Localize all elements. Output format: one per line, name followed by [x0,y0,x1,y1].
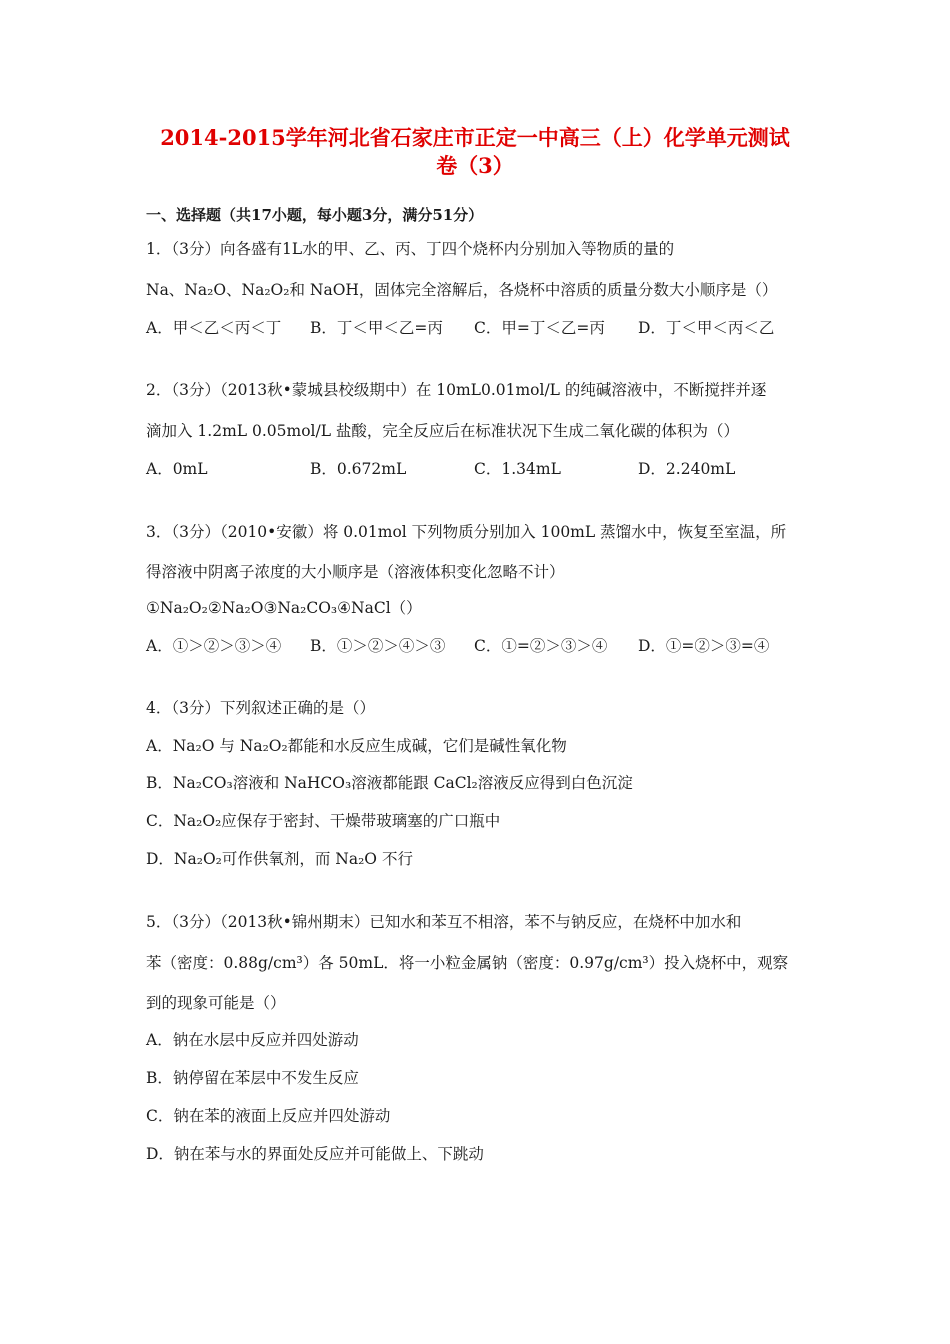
section-heading: 一、选择题（共17小题，每小题3分，满分51分） [146,206,484,224]
q2-option-c: C．1.34mL [474,460,561,478]
q4-option-c: C．Na₂O₂应保存于密封、干燥带玻璃塞的广口瓶中 [146,812,501,830]
q1-option-c: C．甲=丁＜乙=丙 [474,319,605,337]
q3-option-b: B．①＞②＞④＞③ [310,637,446,655]
q3-stem-line1: 3．（3分）（2010•安徽）将 0.01mol 下列物质分别加入 100mL 蒸馏水中，恢复至室温，所 [146,523,787,541]
q4-stem-line1: 4．（3分）下列叙述正确的是（） [146,699,375,717]
q1-option-a: A．甲＜乙＜丙＜丁 [146,319,282,337]
q4-option-a: A．Na₂O 与 Na₂O₂都能和水反应生成碱，它们是碱性氧化物 [146,737,567,755]
q5-option-b: B．钠停留在苯层中不发生反应 [146,1069,359,1087]
q5-stem-line3: 到的现象可能是（） [146,994,286,1012]
q5-option-c: C．钠在苯的液面上反应并四处游动 [146,1107,391,1125]
q3-stem-line3: ①Na₂O₂②Na₂O③Na₂CO₃④NaCl（） [146,599,422,617]
q3-option-c: C．①=②＞③＞④ [474,637,608,655]
q5-stem-line2: 苯（密度：0.88g/cm³）各 50mL．将一小粒金属钠（密度：0.97g/cm³）投入烧杯中，观察 [146,954,789,972]
q2-stem-line2: 滴加入 1.2mL 0.05mol/L 盐酸，完全反应后在标准状况下生成二氧化碳的体积为（） [146,422,739,440]
exam-title-line2: 卷（3） [436,153,514,178]
q5-stem-line1: 5．（3分）（2013秋•锦州期末）已知水和苯互不相溶，苯不与钠反应，在烧杯中加水和 [146,913,742,931]
q2-stem-line1: 2．（3分）（2013秋•蒙城县校级期中）在 10mL0.01mol/L 的纯碱溶液中，不断搅拌并逐 [146,381,767,399]
q3-stem-line2: 得溶液中阴离子浓度的大小顺序是（溶液体积变化忽略不计） [146,563,565,581]
q3-option-d: D．①=②＞③=④ [638,637,770,655]
q1-stem-line2: Na、Na₂O、Na₂O₂和 NaOH，固体完全溶解后，各烧杯中溶质的质量分数大小顺序是（） [146,281,778,299]
q1-option-d: D．丁＜甲＜丙＜乙 [638,319,775,337]
q3-option-a: A．①＞②＞③＞④ [146,637,282,655]
q1-stem-line1: 1．（3分）向各盛有1L水的甲、乙、丙、丁四个烧杯内分别加入等物质的量的 [146,240,675,258]
q4-option-d: D．Na₂O₂可作供氧剂，而 Na₂O 不行 [146,850,413,868]
q1-option-b: B．丁＜甲＜乙=丙 [310,319,443,337]
q5-option-d: D．钠在苯与水的界面处反应并可能做上、下跳动 [146,1145,484,1163]
exam-title-line1: 2014-2015学年河北省石家庄市正定一中高三（上）化学单元测试 [160,125,790,150]
q4-option-b: B．Na₂CO₃溶液和 NaHCO₃溶液都能跟 CaCl₂溶液反应得到白色沉淀 [146,774,633,792]
q2-option-d: D．2.240mL [638,460,736,478]
q2-option-b: B．0.672mL [310,460,407,478]
q2-option-a: A．0mL [146,460,208,478]
q5-option-a: A．钠在水层中反应并四处游动 [146,1031,359,1049]
